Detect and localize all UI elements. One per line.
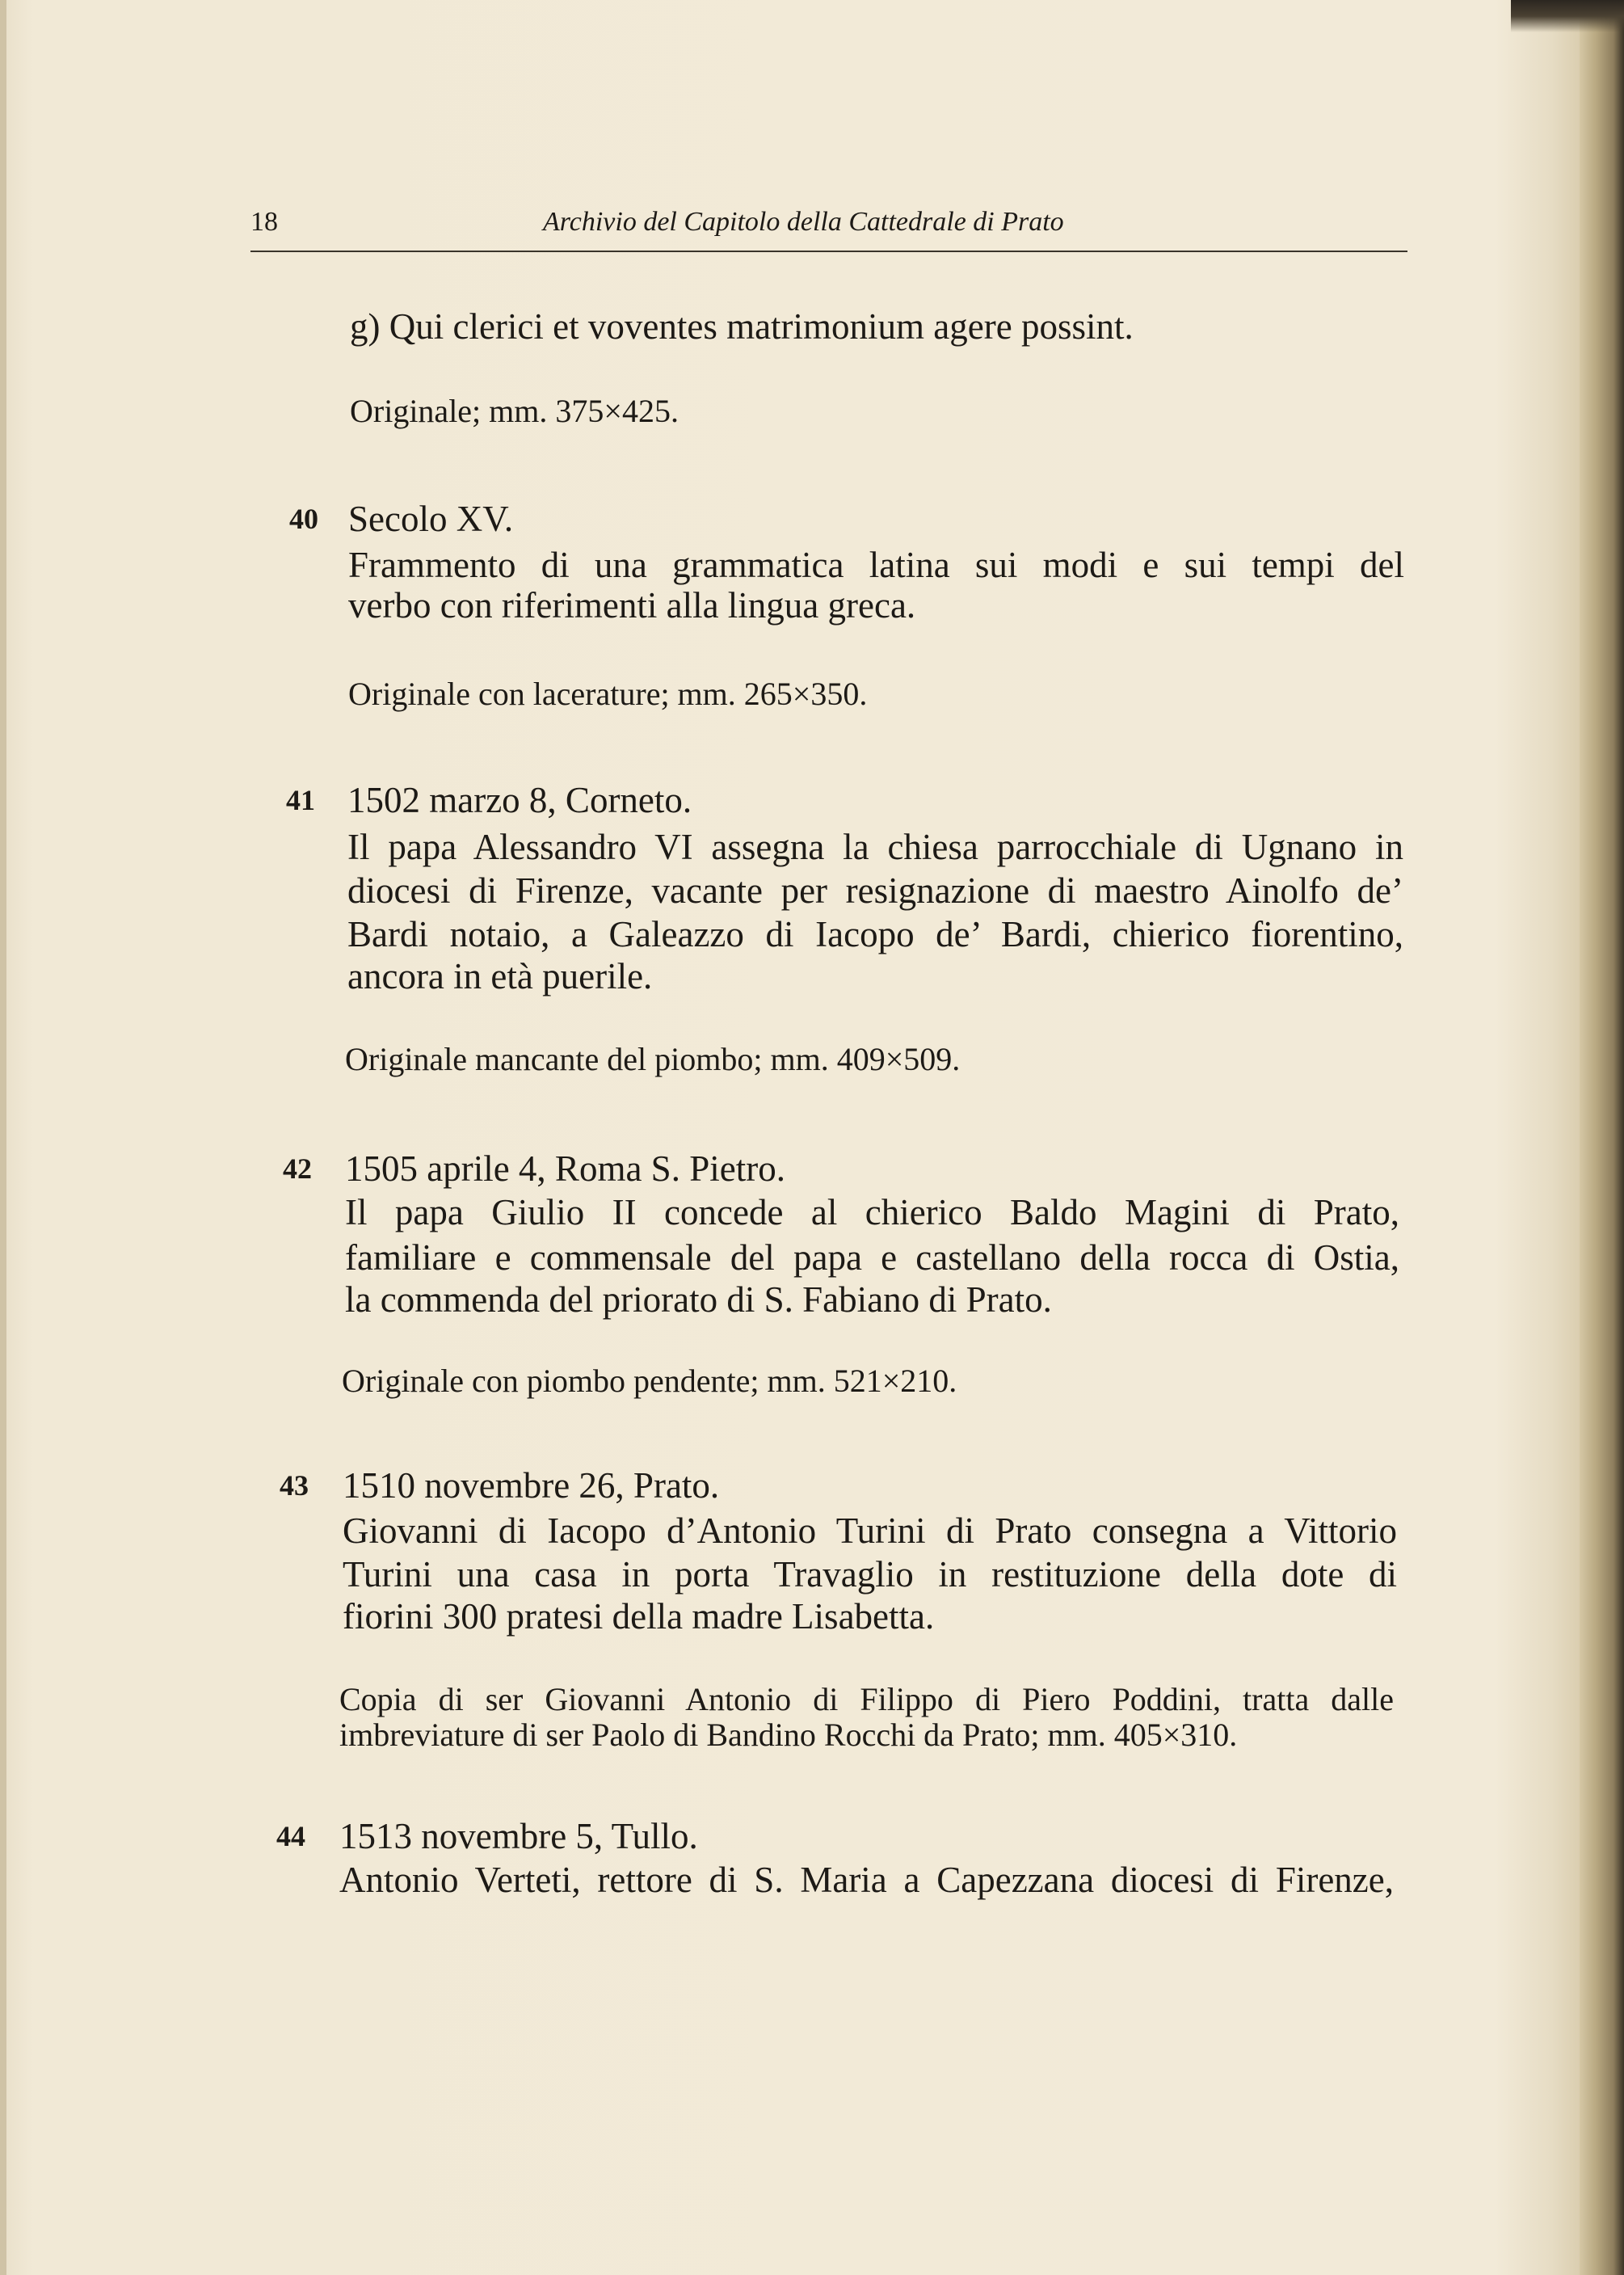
entry-date: 1502 marzo 8, Corneto. — [347, 780, 692, 820]
entry-note: Originale con piombo pendente; mm. 521×210. — [342, 1363, 957, 1399]
entry-text-line: Il papa Alessandro VI assegna la chiesa parrocchiale di Ugnano in — [347, 827, 1403, 867]
entry-note: Originale mancante del piombo; mm. 409×509. — [345, 1041, 961, 1077]
entry-date: Secolo XV. — [348, 499, 514, 539]
entry-note: Copia di ser Giovanni Antonio di Filippo di Piero Poddini, tratta dalle — [339, 1681, 1394, 1717]
entry-number: 43 — [280, 1469, 309, 1502]
entry-date: 1510 novembre 26, Prato. — [343, 1465, 720, 1506]
entry-text-line: diocesi di Firenze, vacante per resignazione di maestro Ainolfo de’ — [347, 870, 1403, 911]
running-title: Archivio del Capitolo della Cattedrale di Prato — [543, 207, 1064, 237]
entry-number: 41 — [286, 784, 315, 816]
entry-text-line: la commenda del priorato di S. Fabiano di Prato. — [345, 1279, 1052, 1320]
item-g-note: Originale; mm. 375×425. — [350, 393, 679, 429]
entry-text-line: familiare e commensale del papa e castellano della rocca di Ostia, — [345, 1237, 1399, 1278]
entry-number: 42 — [283, 1152, 312, 1185]
entry-note: imbreviature di ser Paolo di Bandino Rocchi da Prato; mm. 405×310. — [339, 1717, 1238, 1753]
entry-text-line: Antonio Verteti, rettore di S. Maria a Capezzana diocesi di Firenze, — [339, 1860, 1394, 1900]
page-left-edge — [0, 0, 6, 2275]
entry-text-line: fiorini 300 pratesi della madre Lisabetta. — [343, 1596, 935, 1637]
page-number: 18 — [250, 207, 278, 237]
entry-text-line: ancora in età puerile. — [347, 956, 653, 996]
running-header — [250, 204, 1407, 252]
entry-text-line: Il papa Giulio II concede al chierico Baldo Magini di Prato, — [345, 1192, 1399, 1232]
entry-number: 44 — [276, 1820, 305, 1852]
corner-shadow — [1511, 0, 1624, 32]
entry-text-line: Bardi notaio, a Galeazzo di Iacopo de’ Bardi, chierico fiorentino, — [347, 914, 1403, 954]
entry-number: 40 — [289, 503, 318, 535]
entry-text-line: verbo con riferimenti alla lingua greca. — [348, 585, 916, 626]
entry-text-line: Giovanni di Iacopo d’Antonio Turini di Prato consegna a Vittorio — [343, 1510, 1397, 1551]
book-gutter-shadow — [1580, 0, 1624, 2275]
entry-note: Originale con lacerature; mm. 265×350. — [348, 676, 868, 712]
item-g-text: g) Qui clerici et voventes matrimonium agere possint. — [350, 306, 1134, 347]
entry-text-line: Frammento di una grammatica latina sui modi e sui tempi del — [348, 545, 1404, 585]
entry-text-line: Turini una casa in porta Travaglio in restituzione della dote di — [343, 1554, 1397, 1595]
entry-date: 1505 aprile 4, Roma S. Pietro. — [345, 1148, 785, 1189]
entry-date: 1513 novembre 5, Tullo. — [339, 1816, 698, 1856]
